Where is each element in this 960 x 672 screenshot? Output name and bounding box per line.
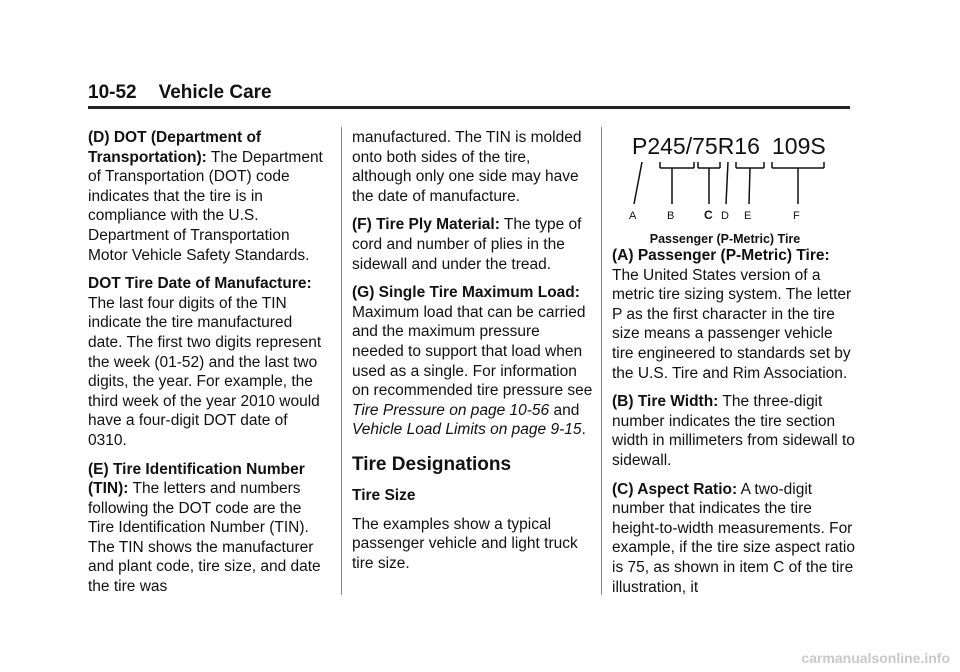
cross-reference-tire-pressure[interactable]: Tire Pressure on page 10-56 xyxy=(352,401,550,419)
term-label: DOT Tire Date of Manufacture: xyxy=(88,275,312,293)
paragraph-dot-date xyxy=(88,274,330,450)
paragraph-tin xyxy=(88,460,330,597)
tire-diagram xyxy=(612,128,862,232)
section-heading: Tire Designations xyxy=(352,453,512,475)
size-code-text: P245/75R16 xyxy=(632,133,760,159)
paragraph-ply xyxy=(352,215,594,274)
leader-line-a xyxy=(634,162,642,204)
term-text: The three-digit number indicates the tire section width in millimeters from sidewall to sidewall. xyxy=(612,393,855,469)
column-3 xyxy=(612,246,858,606)
section-title: Vehicle Care xyxy=(158,82,272,103)
sentence-end: . xyxy=(581,421,586,439)
cross-reference-load-limits[interactable]: Vehicle Load Limits on page 9-15 xyxy=(352,421,582,439)
paragraph-dot xyxy=(88,128,330,265)
term-text: Maximum load that can be carried and the maximum pressure needed to support that load when used as a single. For information on recommended tire pressure see xyxy=(352,303,593,400)
letter-f: F xyxy=(793,210,800,222)
watermark-text: carmanualsonline.info xyxy=(801,650,950,666)
paragraph-aspect-ratio xyxy=(612,480,858,598)
term-text: The letters and numbers following the DOT code are the Tire Identification Number (TIN). The TIN shows the manufacturer and plant code, tire size, and date the tire was xyxy=(88,480,321,596)
header-rule xyxy=(88,106,850,109)
letter-b: B xyxy=(667,210,675,222)
subheading: Tire Size xyxy=(352,486,416,504)
paragraph-max-load xyxy=(352,283,594,440)
leader-line-d xyxy=(726,162,728,204)
term-text: The type of cord and number of plies in the sidewall and under the tread. xyxy=(352,216,582,273)
term-label: (B) Tire Width: xyxy=(612,393,719,411)
term-label: (F) Tire Ply Material: xyxy=(352,216,500,234)
letter-d: D xyxy=(721,210,729,222)
conjunction: and xyxy=(549,401,580,419)
page-header xyxy=(88,82,272,104)
term-label: (D) DOT (Department of Transportation): xyxy=(88,129,262,166)
letter-c: C xyxy=(704,208,713,222)
term-label: (G) Single Tire Maximum Load: xyxy=(352,284,580,302)
column-2 xyxy=(352,128,594,582)
term-text: The last four digits of the TIN indicate the tire manufactured date. The first two digits represent the week (01-52) and the last two digits, the year. For example, the third week of the year 2010 would have a four-digit DOT date of 0310. xyxy=(88,294,322,449)
page-number: 10-52 xyxy=(88,82,137,103)
paragraph-examples: The examples show a typical passenger vehicle and light truck tire size. xyxy=(352,515,578,572)
column-divider-1 xyxy=(341,127,342,595)
letter-e: E xyxy=(744,210,752,222)
term-label: (C) Aspect Ratio: xyxy=(612,480,738,498)
tire-size-figure xyxy=(612,128,862,246)
column-1 xyxy=(88,128,330,606)
term-label: (E) Tire Identification Number (TIN): xyxy=(88,460,305,498)
term-text: A two-digit number that indicates the tire height-to-width measurements. For example, if the tire size aspect ratio is 75, as shown in item C of the tire illustration, it xyxy=(612,480,855,596)
paragraph-tin-cont: manufactured. The TIN is molded onto both sides of the tire, although only one side may have the date of manufacture. xyxy=(352,129,582,205)
leader-line-e xyxy=(749,168,750,204)
column-divider-2 xyxy=(601,127,602,595)
term-label: (A) Passenger (P-Metric) Tire: xyxy=(612,247,830,264)
paragraph-tire-width xyxy=(612,392,858,470)
figure-caption: Passenger (P-Metric) Tire xyxy=(649,232,801,246)
paragraph-p-metric xyxy=(612,246,858,383)
service-code-text: 109S xyxy=(772,133,826,159)
term-text: The Department of Transportation (DOT) code indicates that the tire is in compliance with the U.S. Department of Transportation Motor Vehicle Safety Standards. xyxy=(88,148,323,264)
term-text: The United States version of a metric tire sizing system. The letter P as the first character in the tire size means a passenger vehicle tire engineered to standards set by the U.S. Tire and Rim Association. xyxy=(612,266,852,382)
letter-a: A xyxy=(629,210,637,222)
